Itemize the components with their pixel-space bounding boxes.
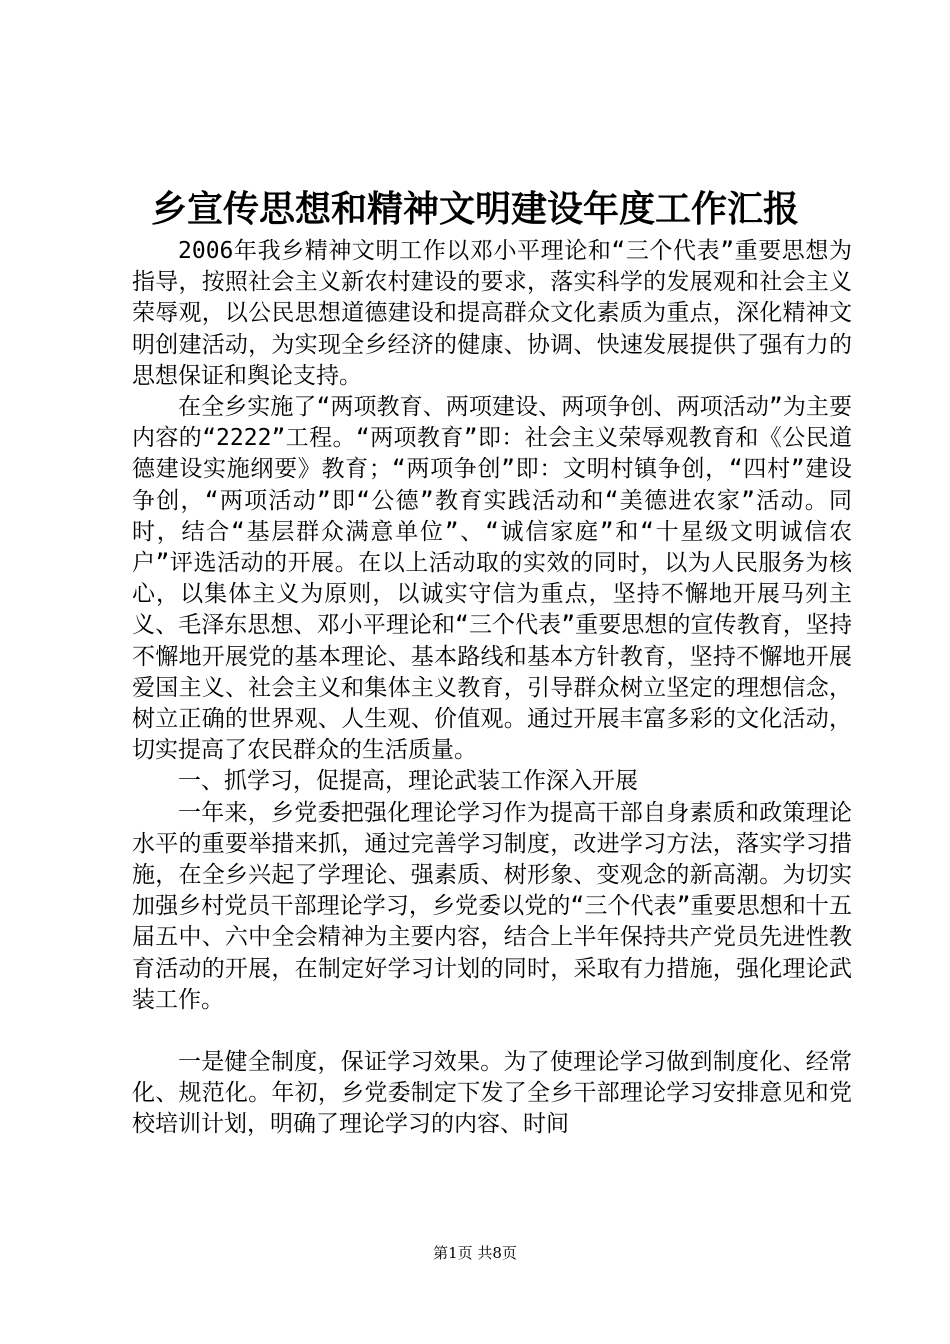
document-body	[132, 236, 852, 1141]
paragraph-intro: 2006年我乡精神文明工作以邓小平理论和“三个代表”重要思想为指导，按照社会主义新农村建设的要求，落实科学的发展观和社会主义荣辱观，以公民思想道德建设和提高群众文化素质为重点，深化精神文明创建活动，为实现全乡经济的健康、协调、快速发展提供了强有力的思想保证和舆论支持。	[132, 238, 852, 389]
page-footer: 第1页 共8页	[433, 1244, 517, 1262]
paragraph-study: 一年来，乡党委把强化理论学习作为提高干部自身素质和政策理论水平的重要举措来抓，通过完善学习制度，改进学习方法，落实学习措施，在全乡兴起了学理论、强素质、树形象、变观念的新高潮。为切实加强乡村党员干部理论学习，乡党委以党的“三个代表”重要思想和十五届五中、六中全会精神为主要内容，结合上半年保持共产党员先进性教育活动的开展，在制定好学习计划的同时，采取有力措施，强化理论武装工作。	[132, 799, 852, 1013]
paragraph-system: 一是健全制度，保证学习效果。为了使理论学习做到制度化、经常化、规范化。年初，乡党委制定下发了全乡干部理论学习安排意见和党校培训计划，明确了理论学习的内容、时间	[132, 1049, 852, 1138]
paragraph-2222-project: 在全乡实施了“两项教育、两项建设、两项争创、两项活动”为主要内容的“2222”工程。“两项教育”即：社会主义荣辱观教育和《公民道德建设实施纲要》教育；“两项争创”即：文明村镇争创，“四村”建设争创，“两项活动”即“公德”教育实践活动和“美德进农家”活动。同时，结合“基层群众满意单位”、“诚信家庭”和“十星级文明诚信农户”评选活动的开展。在以上活动取的实效的同时，以为人民服务为核心，以集体主义为原则，以诚实守信为重点，坚持不懈地开展马列主义、毛泽东思想、邓小平理论和“三个代表”重要思想的宣传教育，坚持不懈地开展党的基本理论、基本路线和基本方针教育，坚持不懈地开展爱国主义、社会主义和集体主义教育，引导群众树立坚定的理想信念，树立正确的世界观、人生观、价值观。通过开展丰富多彩的文化活动，切实提高了农民群众的生活质量。	[132, 394, 852, 764]
section-heading-1: 一、抓学习，促提高，理论武装工作深入开展	[178, 768, 638, 795]
document-title: 乡宣传思想和精神文明建设年度工作汇报	[150, 188, 799, 230]
